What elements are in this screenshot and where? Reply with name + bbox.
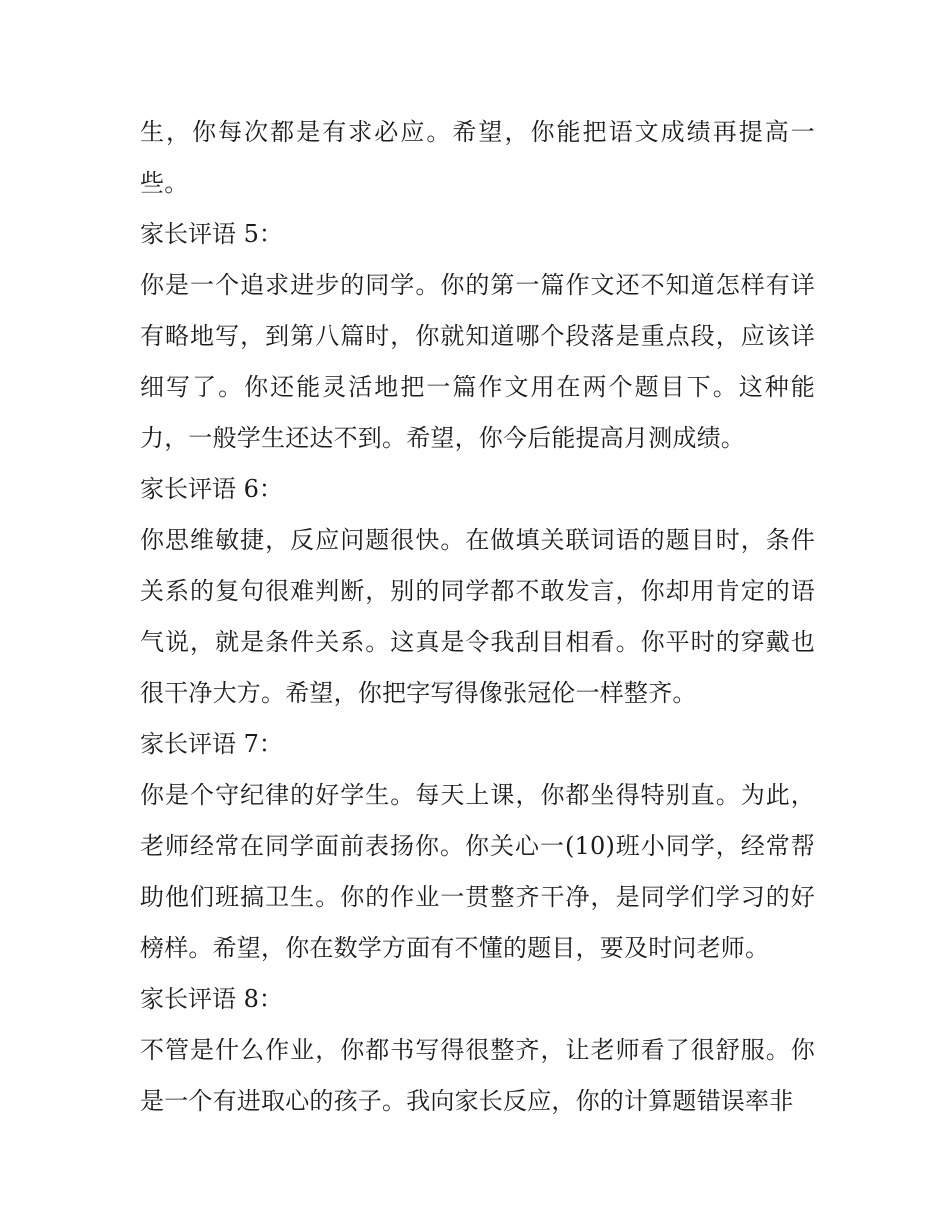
paragraph-comment-7: 你是个守纪律的好学生。每天上课，你都坐得特别直。为此，老师经常在同学面前表扬你。你关心一(10)班小同学，经常帮助他们班搞卫生。你的作业一贯整齐干净，是同学们学习的好榜样。希望，你在数学方面有不懂的题目，要及时问老师。 <box>140 781 815 962</box>
paragraph-comment-8: 不管是什么作业，你都书写得很整齐，让老师看了很舒服。你是一个有进取心的孩子。我向家长反应，你的计算题错误率非 <box>140 1036 815 1115</box>
section-heading-5: 家长评语 5： <box>140 220 283 248</box>
paragraph-comment-6: 你思维敏捷，反应问题很快。在做填关联词语的题目时，条件关系的复句很难判断，别的同学都不敢发言，你却用肯定的语气说，就是条件关系。这真是令我刮目相看。你平时的穿戴也很干净大方。希望，你把字写得像张冠伦一样整齐。 <box>140 526 815 707</box>
paragraph-continuation: 生，你每次都是有求必应。希望，你能把语文成绩再提高一些。 <box>140 118 815 197</box>
paragraph-comment-5: 你是一个追求进步的同学。你的第一篇作文还不知道怎样有详有略地写，到第八篇时，你就知道哪个段落是重点段，应该详细写了。你还能灵活地把一篇作文用在两个题目下。这种能力，一般学生还达不到。希望，你今后能提高月测成绩。 <box>140 271 815 452</box>
document-body <box>140 107 815 1127</box>
section-heading-8: 家长评语 8： <box>140 985 283 1013</box>
section-heading-6: 家长评语 6： <box>140 475 283 503</box>
section-heading-7: 家长评语 7： <box>140 730 283 758</box>
